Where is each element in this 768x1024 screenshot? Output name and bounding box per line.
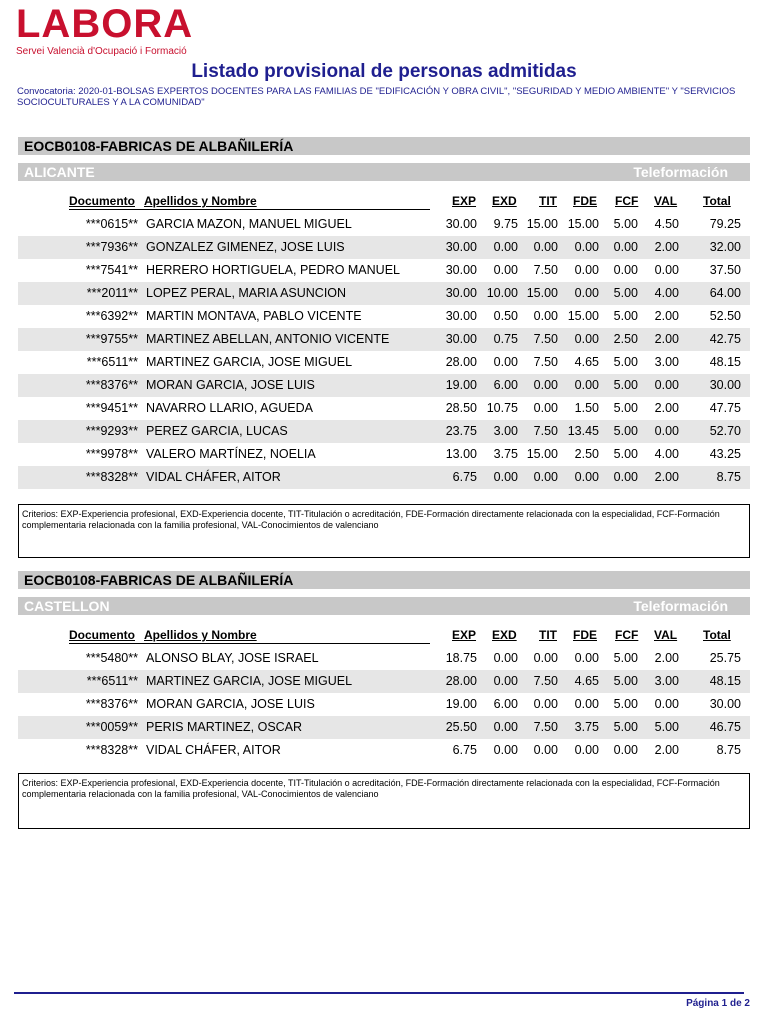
cell-fcf: 5.00: [613, 651, 638, 665]
cell-doc: ***9451**: [85, 401, 138, 415]
cell-exd: 6.00: [493, 697, 518, 711]
col-fcf: FCF: [615, 194, 639, 208]
table-row: [18, 693, 750, 716]
cell-tit: 0.00: [533, 309, 558, 323]
cell-fde: 0.00: [574, 697, 599, 711]
table-row: [18, 397, 750, 420]
cell-val: 3.00: [654, 355, 679, 369]
table-row: [18, 443, 750, 466]
cell-val: 0.00: [654, 697, 679, 711]
cell-fde: 0.00: [574, 743, 599, 757]
cell-name: PERIS MARTINEZ, OSCAR: [146, 720, 303, 734]
cell-name: VIDAL CHÁFER, AITOR: [146, 743, 281, 757]
cell-total: 30.00: [709, 378, 741, 392]
cell-fde: 4.65: [574, 674, 599, 688]
cell-total: 79.25: [709, 217, 741, 231]
cell-exd: 0.00: [493, 263, 518, 277]
col-fde: FDE: [573, 194, 597, 208]
cell-doc: ***0615**: [85, 217, 138, 231]
cell-total: 30.00: [709, 697, 741, 711]
cell-exp: 19.00: [445, 697, 477, 711]
cell-name: MARTIN MONTAVA, PABLO VICENTE: [146, 309, 362, 323]
cell-total: 52.50: [709, 309, 741, 323]
cell-exp: 30.00: [445, 332, 477, 346]
cell-fcf: 5.00: [613, 674, 638, 688]
header-rule: [69, 643, 430, 644]
cell-tit: 0.00: [533, 240, 558, 254]
col-val: VAL: [654, 628, 678, 642]
cell-val: 0.00: [654, 378, 679, 392]
cell-fde: 1.50: [574, 401, 599, 415]
cell-exp: 13.00: [445, 447, 477, 461]
cell-val: 2.00: [654, 743, 679, 757]
cell-exd: 10.00: [486, 286, 518, 300]
cell-tit: 0.00: [533, 378, 558, 392]
cell-name: ALONSO BLAY, JOSE ISRAEL: [146, 651, 319, 665]
cell-fde: 4.65: [574, 355, 599, 369]
cell-tit: 15.00: [526, 286, 558, 300]
table-row: [18, 716, 750, 739]
cell-fcf: 0.00: [613, 743, 638, 757]
col-name: Apellidos y Nombre: [144, 194, 257, 208]
table-row: [18, 670, 750, 693]
cell-fcf: 0.00: [613, 470, 638, 484]
col-fde: FDE: [573, 628, 597, 642]
cell-exd: 0.00: [493, 651, 518, 665]
cell-doc: ***9978**: [85, 447, 138, 461]
cell-name: GONZALEZ GIMENEZ, JOSE LUIS: [146, 240, 345, 254]
cell-fcf: 0.00: [613, 263, 638, 277]
cell-doc: ***0059**: [85, 720, 138, 734]
page-number: Página 1 de 2: [686, 998, 750, 1009]
cell-name: VIDAL CHÁFER, AITOR: [146, 470, 281, 484]
cell-exp: 23.75: [445, 424, 477, 438]
cell-fde: 15.00: [567, 309, 599, 323]
footer-rule: [14, 992, 744, 994]
cell-val: 2.00: [654, 240, 679, 254]
cell-fde: 2.50: [574, 447, 599, 461]
col-doc: Documento: [69, 194, 135, 208]
province-bar: [18, 163, 750, 181]
cell-tit: 15.00: [526, 447, 558, 461]
col-exp: EXP: [452, 628, 477, 642]
cell-fcf: 0.00: [613, 240, 638, 254]
cell-exd: 0.50: [493, 309, 518, 323]
cell-exd: 0.00: [493, 720, 518, 734]
cell-name: MORAN GARCIA, JOSE LUIS: [146, 378, 315, 392]
table-row: [18, 305, 750, 328]
criteria-box: [18, 773, 750, 829]
table-row: [18, 328, 750, 351]
cell-exp: 6.75: [452, 743, 477, 757]
cell-val: 4.00: [654, 447, 679, 461]
specialty-bar: EOCB0108-FABRICAS DE ALBAÑILERÍA: [18, 571, 750, 589]
cell-exd: 0.00: [493, 743, 518, 757]
criteria-text: Criterios: EXP-Experiencia profesional, EXD-Experiencia docente, TIT-Titulación o acreditación, FDE-Formación directamente relacionada con la especialidad, FCF-Formación complementaria relacionada con la familia profesional, VAL-Conocimientos de valenciano: [22, 509, 720, 530]
col-tit: TIT: [539, 194, 557, 208]
col-fcf: FCF: [615, 628, 639, 642]
province-label: CASTELLON: [24, 598, 110, 614]
cell-val: 4.00: [654, 286, 679, 300]
cell-total: 37.50: [709, 263, 741, 277]
cell-total: 47.75: [709, 401, 741, 415]
cell-tit: 0.00: [533, 651, 558, 665]
cell-fde: 0.00: [574, 378, 599, 392]
cell-exd: 10.75: [486, 401, 518, 415]
cell-fde: 0.00: [574, 470, 599, 484]
table-body: [18, 647, 750, 762]
col-name: Apellidos y Nombre: [144, 628, 257, 642]
cell-exp: 25.50: [445, 720, 477, 734]
table-row: [18, 647, 750, 670]
table-row: [18, 282, 750, 305]
cell-exd: 0.00: [493, 674, 518, 688]
cell-doc: ***8328**: [85, 743, 138, 757]
mode-label: Teleformación: [633, 598, 728, 614]
table-row: [18, 466, 750, 489]
cell-fde: 0.00: [574, 240, 599, 254]
cell-name: HERRERO HORTIGUELA, PEDRO MANUEL: [146, 263, 400, 277]
cell-fcf: 5.00: [613, 447, 638, 461]
cell-doc: ***7936**: [85, 240, 138, 254]
table-row: [18, 213, 750, 236]
cell-tit: 7.50: [533, 674, 558, 688]
convocatoria-text: Convocatoria: 2020-01-BOLSAS EXPERTOS DOCENTES PARA LAS FAMILIAS DE "EDIFICACIÓN Y OBRA CIVIL", "SEGURIDAD Y MEDIO AMBIENTE" Y "SERVICIOS SOCIOCULTURALES Y A LA COMUNIDAD": [17, 86, 736, 108]
cell-exp: 28.00: [445, 355, 477, 369]
cell-fcf: 5.00: [613, 697, 638, 711]
col-doc: Documento: [69, 628, 135, 642]
cell-val: 2.00: [654, 651, 679, 665]
cell-doc: ***8376**: [85, 697, 138, 711]
cell-tit: 0.00: [533, 697, 558, 711]
cell-name: MARTINEZ ABELLAN, ANTONIO VICENTE: [146, 332, 390, 346]
cell-exp: 28.00: [445, 674, 477, 688]
cell-total: 52.70: [709, 424, 741, 438]
cell-val: 0.00: [654, 263, 679, 277]
cell-name: MARTINEZ GARCIA, JOSE MIGUEL: [146, 674, 353, 688]
cell-tit: 15.00: [526, 217, 558, 231]
cell-fde: 0.00: [574, 651, 599, 665]
cell-fcf: 5.00: [613, 217, 638, 231]
cell-fde: 0.00: [574, 286, 599, 300]
cell-val: 5.00: [654, 720, 679, 734]
cell-doc: ***5480**: [85, 651, 138, 665]
cell-total: 8.75: [716, 743, 741, 757]
cell-tit: 0.00: [533, 743, 558, 757]
cell-exd: 3.75: [493, 447, 518, 461]
cell-tit: 0.00: [533, 470, 558, 484]
cell-fcf: 2.50: [613, 332, 638, 346]
cell-name: NAVARRO LLARIO, AGUEDA: [146, 401, 313, 415]
cell-exp: 30.00: [445, 217, 477, 231]
table-header: [18, 625, 750, 647]
cell-doc: ***8328**: [85, 470, 138, 484]
cell-total: 46.75: [709, 720, 741, 734]
cell-doc: ***9755**: [85, 332, 138, 346]
cell-doc: ***2011**: [86, 286, 138, 300]
cell-total: 8.75: [716, 470, 741, 484]
cell-name: MORAN GARCIA, JOSE LUIS: [146, 697, 315, 711]
col-exd: EXD: [492, 194, 517, 208]
table-header: [18, 191, 750, 213]
page-title: Listado provisional de personas admitidas: [191, 61, 577, 82]
cell-val: 0.00: [654, 424, 679, 438]
criteria-box: [18, 504, 750, 558]
logo-wordmark: LABORA: [16, 2, 194, 46]
cell-total: 32.00: [709, 240, 741, 254]
cell-total: 48.15: [709, 674, 741, 688]
cell-exd: 9.75: [493, 217, 518, 231]
cell-val: 2.00: [654, 470, 679, 484]
cell-fcf: 5.00: [613, 309, 638, 323]
cell-name: VALERO MARTÍNEZ, NOELIA: [146, 447, 316, 461]
cell-total: 48.15: [709, 355, 741, 369]
col-val: VAL: [654, 194, 678, 208]
col-exp: EXP: [452, 194, 477, 208]
cell-fde: 3.75: [574, 720, 599, 734]
labora-logo: [16, 4, 193, 57]
section-castellon: [18, 571, 750, 762]
cell-val: 2.00: [654, 309, 679, 323]
col-total: Total: [703, 194, 731, 208]
cell-exp: 30.00: [445, 263, 477, 277]
table-row: [18, 420, 750, 443]
col-exd: EXD: [492, 628, 517, 642]
cell-exd: 0.00: [493, 240, 518, 254]
col-total: Total: [703, 628, 731, 642]
cell-doc: ***9293**: [85, 424, 138, 438]
specialty-bar: EOCB0108-FABRICAS DE ALBAÑILERÍA: [18, 137, 750, 155]
cell-fcf: 5.00: [613, 286, 638, 300]
cell-name: GARCIA MAZON, MANUEL MIGUEL: [146, 217, 352, 231]
mode-label: Teleformación: [633, 164, 728, 180]
cell-doc: ***7541**: [85, 263, 138, 277]
cell-total: 43.25: [709, 447, 741, 461]
section-alicante: [18, 137, 750, 489]
table-body: [18, 213, 750, 489]
cell-exp: 19.00: [445, 378, 477, 392]
cell-doc: ***8376**: [85, 378, 138, 392]
cell-exd: 0.00: [493, 470, 518, 484]
cell-exd: 6.00: [493, 378, 518, 392]
cell-fcf: 5.00: [613, 401, 638, 415]
cell-exd: 0.75: [493, 332, 518, 346]
cell-tit: 7.50: [533, 720, 558, 734]
cell-total: 64.00: [709, 286, 741, 300]
cell-fcf: 5.00: [613, 720, 638, 734]
cell-exd: 0.00: [493, 355, 518, 369]
cell-fcf: 5.00: [613, 424, 638, 438]
cell-name: LOPEZ PERAL, MARIA ASUNCION: [146, 286, 347, 300]
cell-tit: 7.50: [533, 355, 558, 369]
cell-exp: 28.50: [445, 401, 477, 415]
logo-subtitle: Servei Valencià d'Ocupació i Formació: [16, 46, 187, 57]
cell-fde: 0.00: [574, 263, 599, 277]
cell-exp: 30.00: [445, 309, 477, 323]
table-row: [18, 374, 750, 397]
cell-fde: 13.45: [567, 424, 599, 438]
cell-tit: 7.50: [533, 332, 558, 346]
cell-total: 42.75: [709, 332, 741, 346]
cell-tit: 7.50: [533, 424, 558, 438]
col-tit: TIT: [539, 628, 557, 642]
header-rule: [69, 209, 430, 210]
cell-val: 4.50: [654, 217, 679, 231]
cell-fde: 0.00: [574, 332, 599, 346]
cell-fcf: 5.00: [613, 355, 638, 369]
cell-tit: 7.50: [533, 263, 558, 277]
province-label: ALICANTE: [24, 164, 95, 180]
cell-exp: 30.00: [445, 286, 477, 300]
cell-exd: 3.00: [493, 424, 518, 438]
cell-total: 25.75: [709, 651, 741, 665]
cell-doc: ***6511**: [86, 355, 138, 369]
table-row: [18, 351, 750, 374]
cell-exp: 6.75: [452, 470, 477, 484]
cell-tit: 0.00: [533, 401, 558, 415]
table-row: [18, 259, 750, 282]
cell-exp: 18.75: [445, 651, 477, 665]
cell-name: MARTINEZ GARCIA, JOSE MIGUEL: [146, 355, 353, 369]
cell-fcf: 5.00: [613, 378, 638, 392]
cell-exp: 30.00: [445, 240, 477, 254]
cell-val: 3.00: [654, 674, 679, 688]
cell-name: PEREZ GARCIA, LUCAS: [146, 424, 288, 438]
table-row: [18, 236, 750, 259]
criteria-text: Criterios: EXP-Experiencia profesional, EXD-Experiencia docente, TIT-Titulación o acreditación, FDE-Formación directamente relacionada con la especialidad, FCF-Formación complementaria relacionada con la familia profesional, VAL-Conocimientos de valenciano: [22, 778, 720, 799]
cell-val: 2.00: [654, 401, 679, 415]
cell-fde: 15.00: [567, 217, 599, 231]
cell-doc: ***6392**: [85, 309, 138, 323]
cell-doc: ***6511**: [86, 674, 138, 688]
province-bar: [18, 597, 750, 615]
table-row: [18, 739, 750, 762]
cell-val: 2.00: [654, 332, 679, 346]
